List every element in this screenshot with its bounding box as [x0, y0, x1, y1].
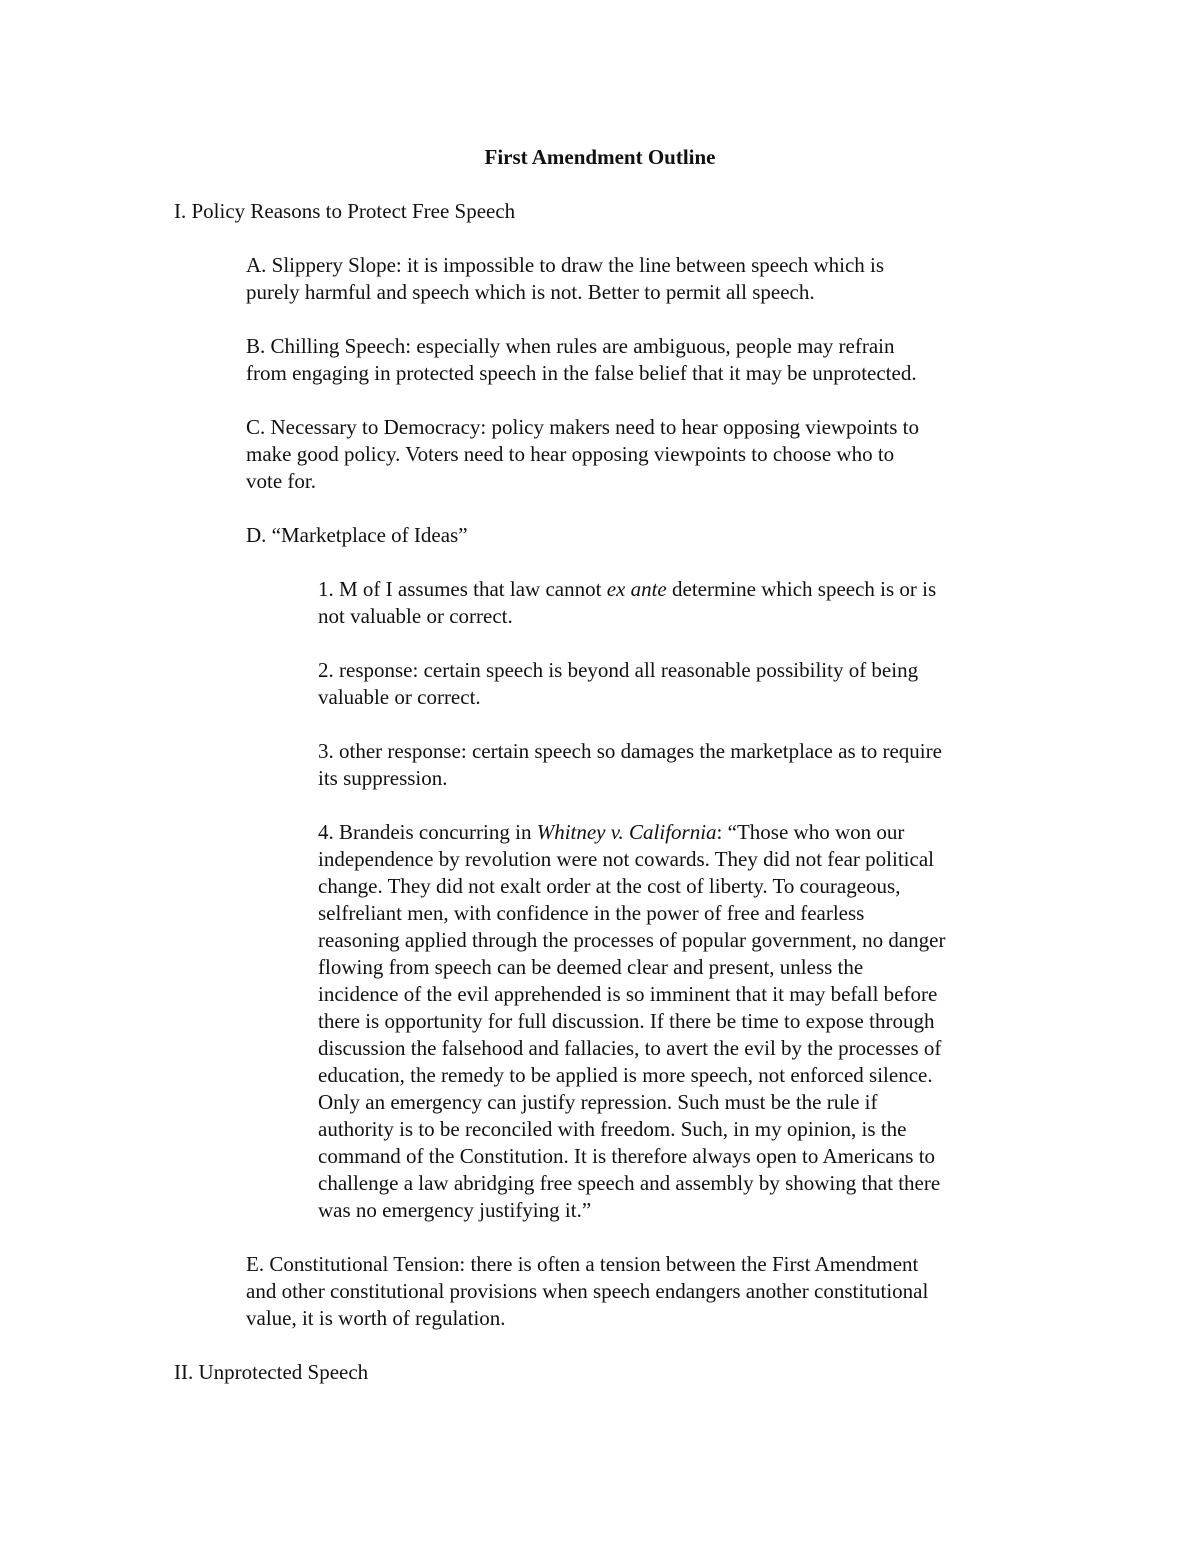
sub-4-case-name: Whitney v. California: [536, 820, 717, 844]
document-title: First Amendment Outline: [484, 145, 716, 169]
item-e-line-2: and other constitutional provisions when speech endangers another constitutional: [246, 1279, 929, 1303]
quote-line: flowing from speech can be deemed clear and present, unless the: [318, 955, 864, 979]
item-b-line-2: from engaging in protected speech in the false belief that it may be unprotected.: [246, 361, 917, 385]
item-d-sub-3-line-2: its suppression.: [318, 766, 448, 790]
item-c-line-1: C. Necessary to Democracy: policy makers need to hear opposing viewpoints to: [246, 415, 919, 439]
quote-line: education, the remedy to be applied is more speech, not enforced silence.: [318, 1063, 933, 1087]
item-e-line-1: E. Constitutional Tension: there is often a tension between the First Amendment: [246, 1252, 919, 1276]
item-a-line-1: A. Slippery Slope: it is impossible to draw the line between speech which is: [246, 253, 885, 277]
section-2-heading: II. Unprotected Speech: [174, 1360, 369, 1384]
item-d-sub-4-brandeis-quote: [318, 819, 946, 1224]
sub-4-text-before: 4. Brandeis concurring in: [318, 820, 537, 844]
item-d-sub-1-line-1: [318, 576, 936, 603]
quote-line: command of the Constitution. It is therefore always open to Americans to: [318, 1144, 936, 1168]
section-1-heading: I. Policy Reasons to Protect Free Speech: [174, 199, 516, 223]
item-d-sub-2-line-1: 2. response: certain speech is beyond all reasonable possibility of being: [318, 658, 919, 682]
quote-line: challenge a law abridging free speech and assembly by showing that there: [318, 1171, 941, 1195]
item-b-chilling-speech: [246, 333, 917, 387]
quote-line: Only an emergency can justify repression. Such must be the rule if: [318, 1090, 878, 1114]
item-d-sub-1-line-2: not valuable or correct.: [318, 604, 513, 628]
item-e-constitutional-tension: [246, 1251, 928, 1332]
quote-line: change. They did not exalt order at the cost of liberty. To courageous,: [318, 874, 901, 898]
item-d-heading: D. “Marketplace of Ideas”: [246, 523, 468, 547]
item-e-line-3: value, it is worth of regulation.: [246, 1306, 506, 1330]
quote-line: authority is to be reconciled with freedom. Such, in my opinion, is the: [318, 1117, 907, 1141]
item-c-line-2: make good policy. Voters need to hear opposing viewpoints to choose who to: [246, 442, 895, 466]
quote-line: was no emergency justifying it.”: [318, 1198, 592, 1222]
sub-1-italic-term: ex ante: [606, 577, 667, 601]
sub-1-text-before: 1. M of I assumes that law cannot: [318, 577, 607, 601]
quote-line: incidence of the evil apprehended is so imminent that it may befall before: [318, 982, 938, 1006]
quote-line: there is opportunity for full discussion. If there be time to expose through: [318, 1009, 935, 1033]
item-c-democracy: [246, 414, 919, 495]
quote-line: reasoning applied through the processes of popular government, no danger: [318, 928, 946, 952]
sub-4-text-after: : “Those who won our: [716, 820, 905, 844]
item-a-slippery-slope: [246, 252, 884, 306]
item-c-line-3: vote for.: [246, 469, 316, 493]
item-b-line-1: B. Chilling Speech: especially when rules are ambiguous, people may refrain: [246, 334, 895, 358]
quote-line: independence by revolution were not cowards. They did not fear political: [318, 847, 934, 871]
quote-line: discussion the falsehood and fallacies, to avert the evil by the processes of: [318, 1036, 942, 1060]
item-d-sub-4-line-1: [318, 819, 946, 846]
item-d-sub-2-line-2: valuable or correct.: [318, 685, 481, 709]
item-d-sub-3: [318, 738, 942, 792]
item-d-sub-2: [318, 657, 918, 711]
item-d-sub-1: [318, 576, 936, 630]
item-a-line-2: purely harmful and speech which is not. Better to permit all speech.: [246, 280, 815, 304]
item-d-sub-3-line-1: 3. other response: certain speech so damages the marketplace as to require: [318, 739, 942, 763]
sub-1-text-after: determine which speech is or is: [666, 577, 937, 601]
quote-line: selfreliant men, with confidence in the power of free and fearless: [318, 901, 865, 925]
